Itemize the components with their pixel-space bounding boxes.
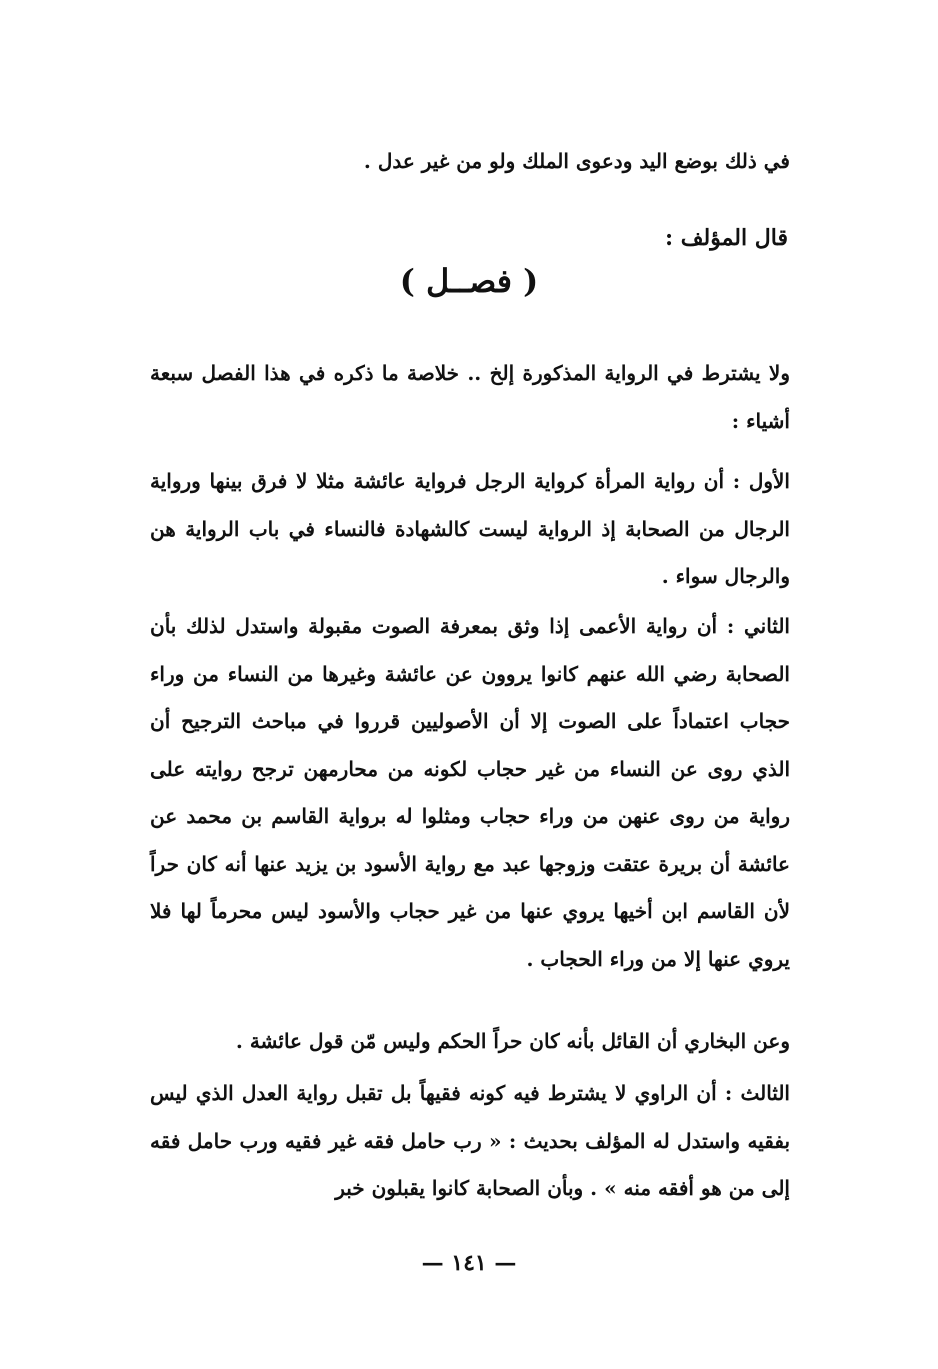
section-title: ( فصــل ) (399, 262, 539, 300)
continuation-line: في ذلك بوضع اليد ودعوى الملك ولو من غير عدل . (363, 149, 790, 173)
paragraph-intro: ولا يشترط في الرواية المذكورة إلخ .. خلاصة ما ذكره في هذا الفصل سبعة أشياء : (150, 361, 790, 433)
third-point-text-start: الثالث : أن الراوي لا يشترط فيه كونه فقيهاً بل تقبل رواية العدل الذي ليس بفقيه واستدل له المؤلف بحديث : (150, 1081, 791, 1153)
author-label: قال المؤلف : (664, 225, 788, 251)
paragraph-third-point (150, 1070, 790, 1213)
paragraph-second-point: الثاني : أن رواية الأعمى إذا وثق بمعرفة الصوت مقبولة واستدل لذلك بأن الصحابة رضي الله عنهم كانوا يروون عن عائشة وغيرها من النساء من وراء حجاب اعتماداً على الصوت إلا أن الأصوليين قرروا في مباحث الترجيح أن الذي روى عن النساء من غير حجاب لكونه من محارمهن ترجح روايته على رواية من روى عنهن من وراء حجاب ومثلوا له برواية القاسم بن محمد عن عائشة أن بريرة عتقت وزوجها عبد مع رواية الأسود بن يزيد عنها أنه كان حراً لأن القاسم ابن أخيها يروي عنها من غير حجاب والأسود ليس محرماً لها فلا يروي عنها إلا من وراء الحجاب . (150, 614, 791, 971)
third-point-text-end: . وبأن الصحابة كانوا يقبلون خبر (335, 1176, 605, 1200)
paragraph-first-point: الأول : أن رواية المرأة كرواية الرجل فرواية عائشة مثلا لا فرق بينها ورواية الرجال من الصحابة إذ الرواية ليست كالشهادة فالنساء في باب الرواية هن والرجال سواء . (150, 469, 790, 588)
paragraph-bukhari-note: وعن البخاري أن القائل بأنه كان حراً الحكم وليس مّن قول عائشة . (235, 1029, 790, 1053)
page-number: — ١٤١ — (421, 1250, 517, 1276)
hadith-quote: « رب حامل فقه غير فقيه ورب حامل فقه إلى من هو أفقه منه » (150, 1128, 790, 1200)
